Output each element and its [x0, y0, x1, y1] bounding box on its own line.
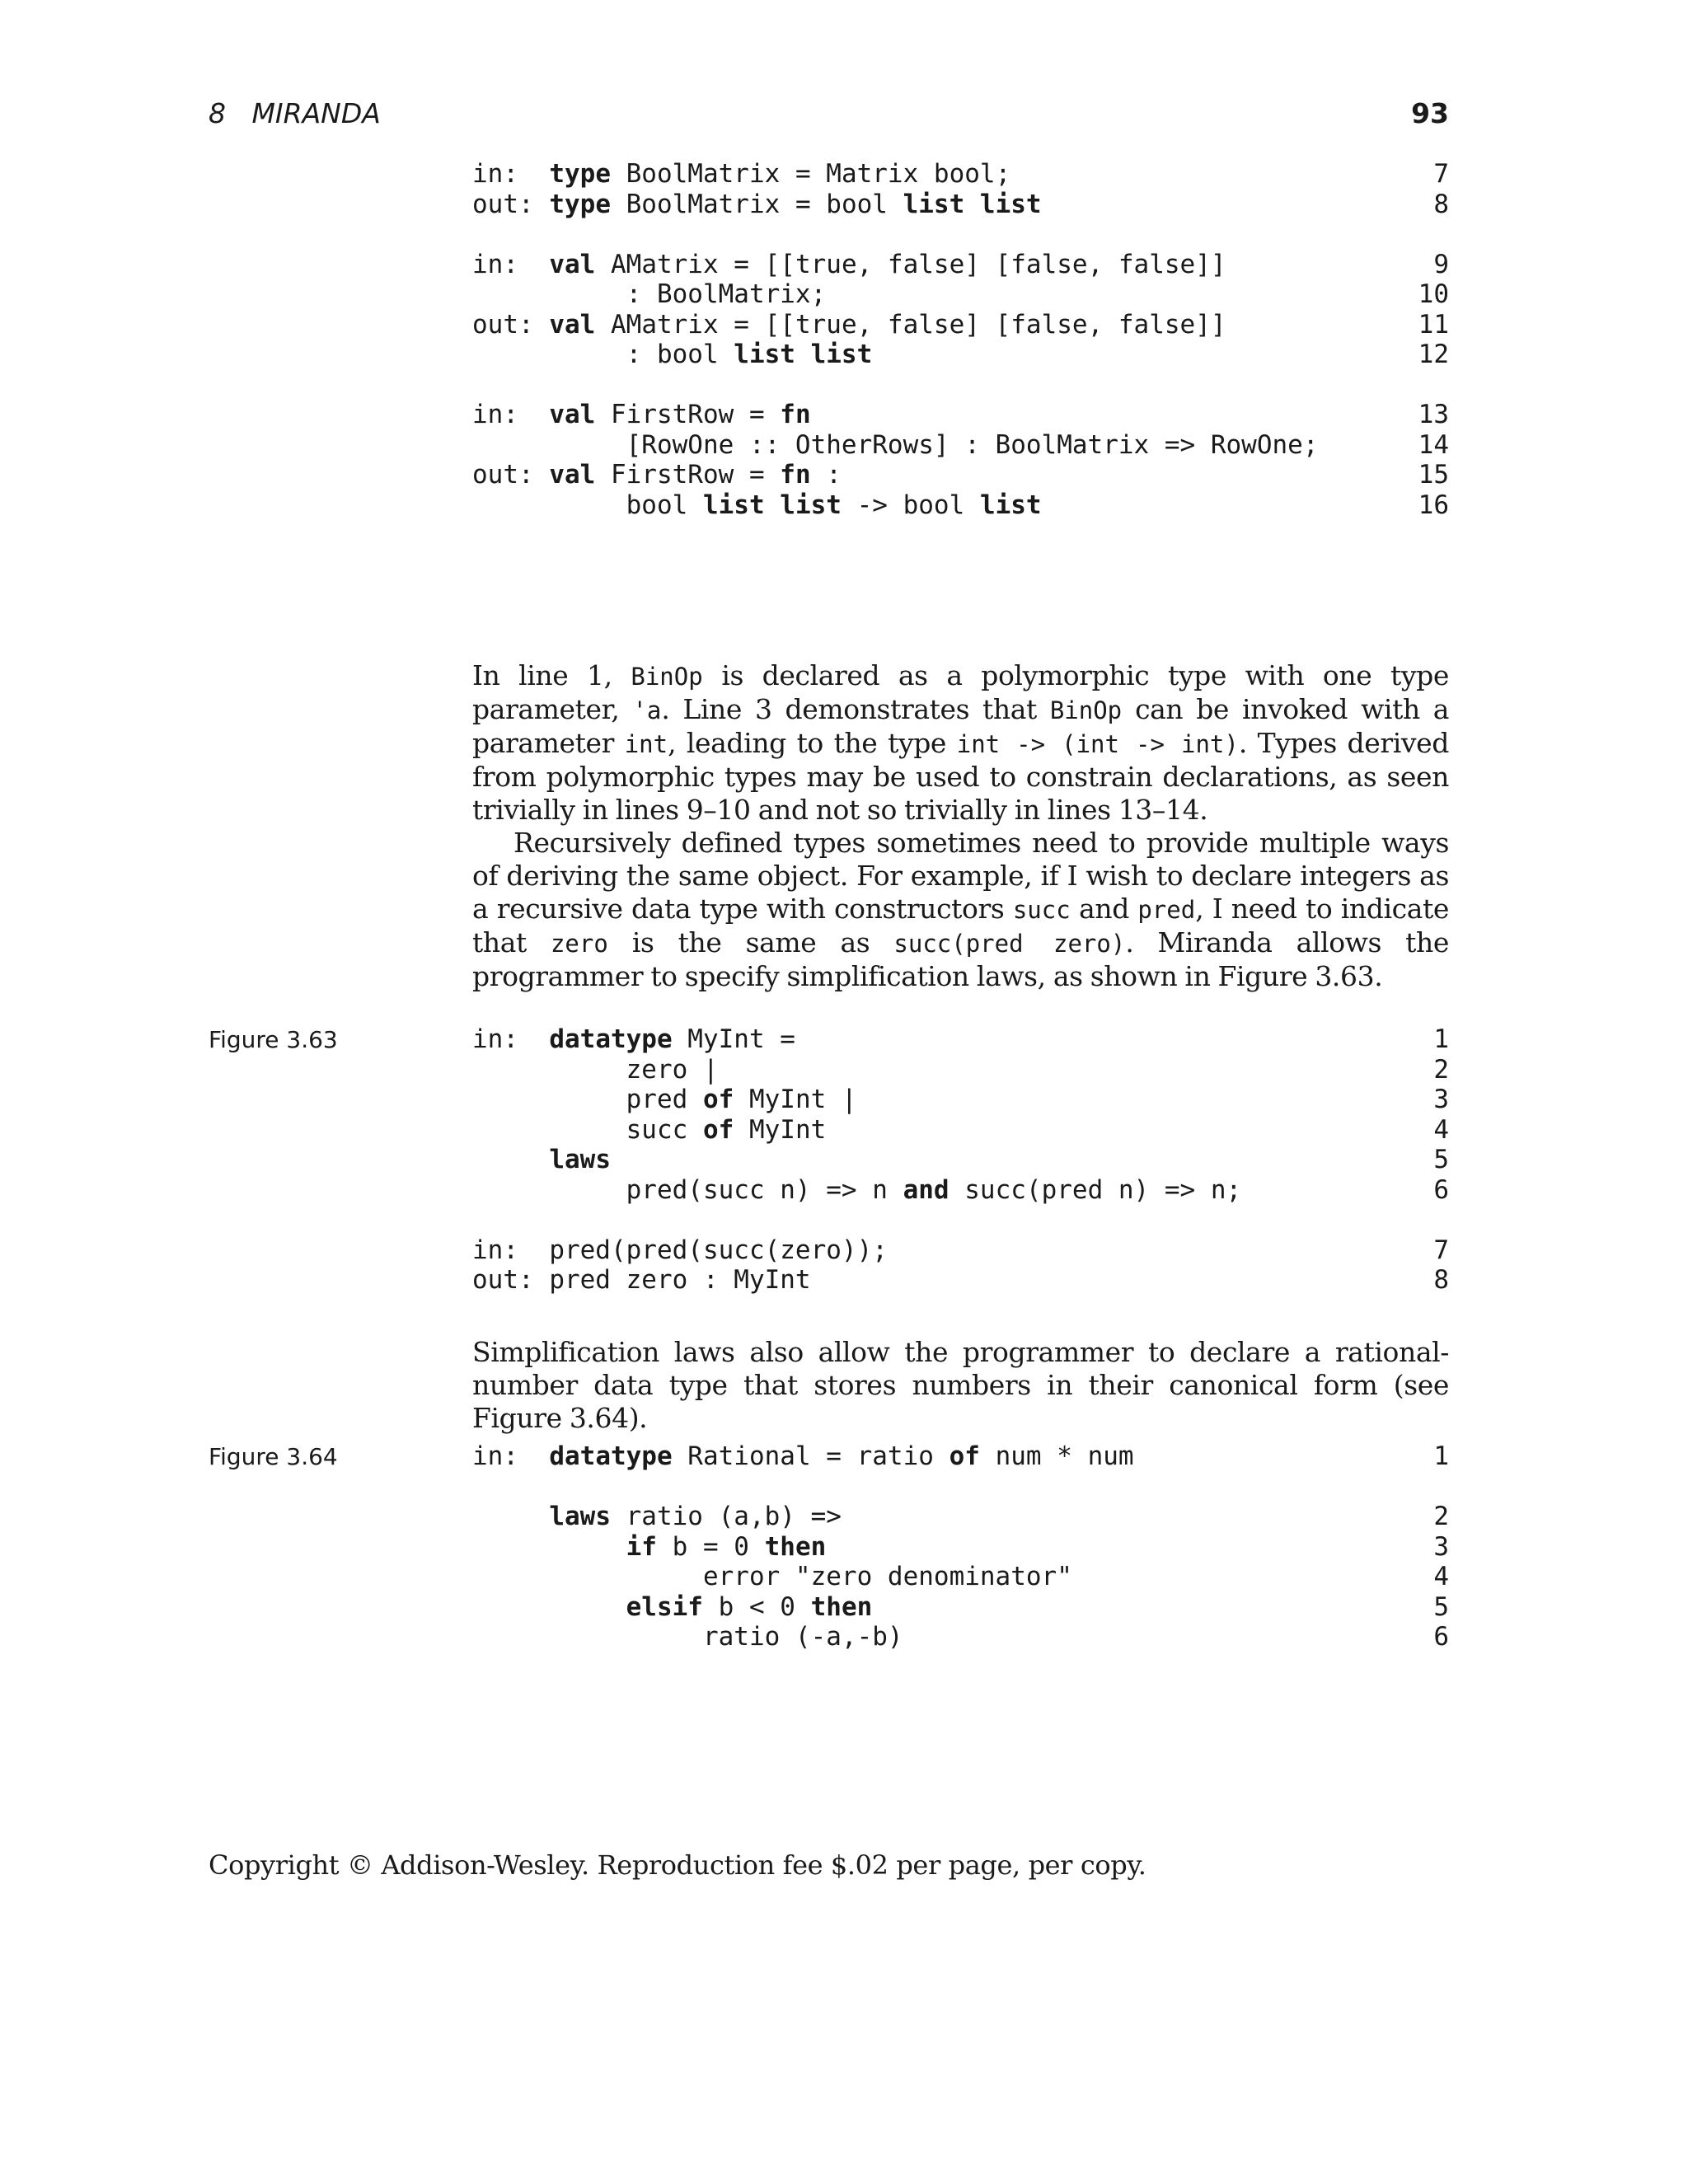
code-line	[472, 490, 1449, 521]
text-run: . Miranda allows the programmer to specify simplification laws, as shown in Figure 3.63.	[472, 926, 1449, 992]
code-text: : BoolMatrix;	[472, 279, 827, 309]
code-blank-line	[472, 1205, 1449, 1235]
code-line-number: 8	[1433, 1265, 1449, 1295]
text-run: Recursively defined types sometimes need to provide multiple ways of deriving the same object. For example, if I wish to declare integers as a recursive data type with constructors	[472, 827, 1449, 925]
code-line	[472, 1235, 1449, 1266]
text-run: In line 1,	[472, 659, 631, 691]
code-line	[472, 460, 1449, 490]
code-text: succ(pred n) => n;	[949, 1174, 1242, 1205]
code-keyword: datatype	[549, 1024, 673, 1054]
text-run: is the same as	[607, 926, 894, 958]
code-keyword: then	[764, 1531, 827, 1562]
text-run: . Types derived from polymorphic types may be used to constrain declarations, as seen trivially in lines 9–10 and not so trivially in lines 13–14.	[472, 727, 1450, 826]
code-text: out:	[472, 189, 550, 219]
code-line-number: 14	[1418, 429, 1449, 460]
code-keyword: val	[549, 249, 596, 279]
code-keyword: of	[949, 1441, 980, 1471]
code-line-number: 8	[1433, 189, 1449, 219]
code-text: b = 0	[656, 1531, 765, 1562]
code-line	[472, 250, 1449, 280]
code-keyword: then	[810, 1591, 873, 1622]
code-line	[472, 1085, 1449, 1115]
page-number: 93	[1411, 97, 1449, 129]
inline-code: BinOp	[1049, 696, 1123, 724]
code-line-number: 7	[1433, 1235, 1449, 1265]
code-text: :	[810, 460, 842, 490]
code-blank-line	[472, 1472, 1449, 1502]
code-text: in:	[472, 400, 550, 429]
code-keyword: and	[903, 1174, 950, 1205]
code-line	[472, 340, 1449, 370]
inline-code: succ	[1012, 896, 1071, 924]
text-run: . Line 3 demonstrates that	[661, 693, 1050, 725]
code-text: MyInt |	[734, 1085, 857, 1114]
code-line-number: 7	[1433, 159, 1449, 189]
code-text: FirstRow =	[595, 400, 781, 429]
code-line	[472, 159, 1449, 190]
code-keyword: val	[549, 400, 596, 429]
code-keyword: if	[626, 1531, 657, 1562]
text-run: can be invoked with a parameter	[472, 693, 1450, 759]
code-text: succ	[472, 1114, 703, 1145]
code-text: in: pred(pred(succ(zero));	[472, 1235, 888, 1265]
inline-code: zero	[550, 930, 608, 958]
code-line-number: 15	[1418, 460, 1449, 490]
code-keyword: val	[549, 309, 596, 340]
code-line	[472, 400, 1449, 430]
code-keyword: elsif	[626, 1591, 703, 1622]
code-keyword: fn	[780, 400, 811, 429]
code-keyword: type	[549, 159, 611, 189]
code-text: FirstRow =	[595, 460, 781, 490]
code-line-number: 9	[1433, 249, 1449, 279]
code-text	[472, 1532, 626, 1562]
code-line-number: 16	[1418, 490, 1449, 520]
code-text: in:	[472, 249, 550, 279]
code-line-number: 4	[1433, 1562, 1449, 1591]
code-line-number: 4	[1433, 1114, 1449, 1145]
code-line-number: 2	[1433, 1502, 1449, 1531]
code-text: Rational = ratio	[672, 1441, 950, 1471]
code-text	[472, 1145, 549, 1174]
code-text: BoolMatrix = Matrix bool;	[610, 159, 1011, 189]
code-line	[472, 1502, 1449, 1532]
code-line	[472, 430, 1449, 461]
code-line-number: 6	[1433, 1622, 1449, 1652]
code-line-number: 10	[1418, 279, 1449, 309]
text-run: is declared as a polymorphic type with one type parameter,	[472, 659, 1449, 725]
code-text: ratio (a,b) =>	[610, 1502, 842, 1531]
text-run: , leading to the type	[668, 727, 957, 759]
code-line-number: 11	[1418, 309, 1449, 340]
code-line	[472, 1622, 1449, 1652]
code-keyword: type	[549, 189, 611, 219]
code-listing-continued	[472, 159, 1449, 520]
code-listing-figure-3-64	[472, 1441, 1449, 1652]
code-text: in:	[472, 1441, 550, 1471]
code-text: ratio (-a,-b)	[472, 1622, 903, 1652]
code-listing-figure-3-63	[472, 1024, 1449, 1296]
paragraph: Simplification laws also allow the programmer to declare a rational-number data type that stores numbers in their canonical form (see Figure 3.64).	[472, 1336, 1449, 1434]
code-line-number: 13	[1418, 400, 1449, 429]
code-text: AMatrix = [[true, false] [false, false]]	[595, 309, 1226, 340]
code-text: out: pred zero : MyInt	[472, 1265, 811, 1295]
code-line-number: 1	[1433, 1441, 1449, 1471]
code-text: num * num	[979, 1441, 1134, 1471]
code-keyword: list list	[734, 340, 873, 369]
text-run: , I need to indicate that	[472, 893, 1449, 958]
code-keyword: laws	[549, 1145, 611, 1174]
code-text: [RowOne :: OtherRows] : BoolMatrix => RowOne;	[472, 429, 1319, 460]
code-blank-line	[472, 370, 1449, 401]
paragraph	[472, 659, 1449, 827]
inline-code: int -> (int -> int)	[956, 730, 1239, 758]
code-line	[472, 1592, 1449, 1623]
code-line-number: 2	[1433, 1054, 1449, 1085]
code-line	[472, 1145, 1449, 1175]
code-line-number: 12	[1418, 340, 1449, 369]
code-keyword: of	[702, 1085, 734, 1114]
code-line	[472, 1115, 1449, 1146]
code-line-number: 3	[1433, 1085, 1449, 1114]
code-text: AMatrix = [[true, false] [false, false]]	[595, 249, 1226, 279]
code-text: out:	[472, 309, 550, 340]
code-text: pred(succ n) => n	[472, 1174, 903, 1205]
code-line	[472, 1441, 1449, 1472]
code-line	[472, 1055, 1449, 1085]
code-text: error "zero denominator"	[472, 1562, 1072, 1591]
code-text: pred	[472, 1085, 703, 1114]
figure-label-3-63: Figure 3.63	[209, 1026, 338, 1053]
code-keyword: of	[702, 1114, 734, 1145]
paragraph	[472, 827, 1449, 993]
code-line	[472, 310, 1449, 340]
code-text: in:	[472, 1024, 550, 1054]
code-line	[472, 190, 1449, 220]
code-keyword: list list	[702, 490, 842, 520]
code-line-number: 1	[1433, 1024, 1449, 1054]
code-blank-line	[472, 219, 1449, 250]
code-keyword: list	[979, 490, 1042, 520]
inline-code: pred	[1137, 896, 1196, 924]
code-keyword: fn	[780, 460, 811, 490]
code-text	[472, 1592, 626, 1622]
code-text: b < 0	[702, 1591, 811, 1622]
inline-code: 'a	[632, 696, 662, 724]
code-line-number: 6	[1433, 1174, 1449, 1205]
text-run: and	[1070, 893, 1138, 925]
code-line	[472, 1532, 1449, 1563]
code-text: -> bool	[841, 490, 980, 520]
inline-code: BinOp	[631, 663, 703, 691]
body-text-paragraph-3	[472, 1336, 1449, 1435]
running-header-chapter: 8 MIRANDA	[209, 97, 381, 129]
code-text: bool	[472, 490, 703, 520]
code-keyword: laws	[549, 1502, 611, 1531]
code-line-number: 5	[1433, 1591, 1449, 1622]
body-text	[472, 659, 1449, 993]
code-line	[472, 1024, 1449, 1055]
code-line-number: 5	[1433, 1145, 1449, 1174]
code-text: in:	[472, 159, 550, 189]
inline-code: succ(pred zero)	[893, 930, 1126, 958]
code-line	[472, 1175, 1449, 1206]
code-text: MyInt	[734, 1114, 827, 1145]
code-text: : bool	[472, 340, 734, 369]
copyright-notice: Copyright © Addison-Wesley. Reproduction fee $.02 per page, per copy.	[209, 1849, 1146, 1881]
code-text: BoolMatrix = bool	[610, 189, 903, 219]
code-keyword: val	[549, 460, 596, 490]
code-text: out:	[472, 460, 550, 490]
code-text: zero |	[472, 1054, 719, 1085]
code-keyword: datatype	[549, 1441, 673, 1471]
inline-code: int	[624, 730, 668, 758]
code-line	[472, 1265, 1449, 1296]
code-text	[472, 1502, 549, 1531]
code-line	[472, 1562, 1449, 1592]
code-text: MyInt =	[672, 1024, 795, 1054]
code-keyword: list list	[903, 189, 1042, 219]
code-line-number: 3	[1433, 1531, 1449, 1562]
code-line	[472, 279, 1449, 310]
figure-label-3-64: Figure 3.64	[209, 1443, 338, 1470]
